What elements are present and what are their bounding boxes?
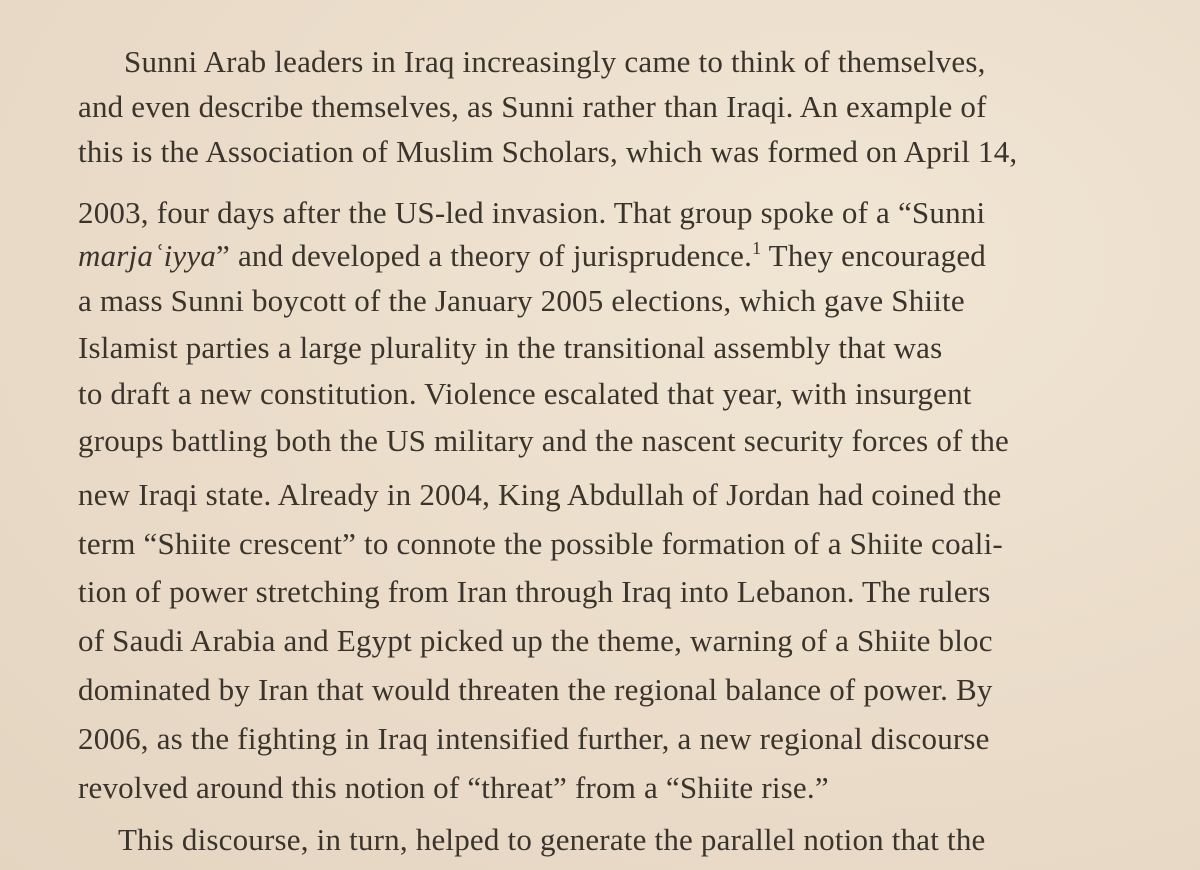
text-line-1: Sunni Arab leaders in Iraq increasingly came to think of themselves,	[124, 44, 986, 79]
text-line-5-rest: ” and developed a theory of jurisprudence.	[216, 238, 753, 273]
text-line-11: term “Shiite crescent” to connote the possible formation of a Shiite coali-	[78, 526, 1003, 561]
text-line-10: new Iraqi state. Already in 2004, King Abdullah of Jordan had coined the	[78, 477, 1002, 512]
text-line-14: dominated by Iran that would threaten the regional balance of power. By	[78, 672, 993, 707]
italic-term: marjaʿiyya	[78, 238, 217, 273]
text-line-8: to draft a new constitution. Violence escalated that year, with insurgent	[78, 376, 972, 411]
text-line-6: a mass Sunni boycott of the January 2005 elections, which gave Shiite	[78, 283, 965, 318]
text-line-5-tail: They encouraged	[761, 238, 986, 273]
text-line-16: revolved around this notion of “threat” from a “Shiite rise.”	[78, 770, 829, 805]
text-line-9: groups battling both the US military and the nascent security forces of the	[78, 423, 1009, 458]
text-line-5	[78, 238, 1158, 274]
text-line-7: Islamist parties a large plurality in the transitional assembly that was	[78, 330, 943, 365]
text-line-13: of Saudi Arabia and Egypt picked up the theme, warning of a Shiite bloc	[78, 623, 993, 658]
footnote-marker: 1	[752, 238, 762, 258]
text-line-12: tion of power stretching from Iran through Iraq into Lebanon. The rulers	[78, 574, 991, 609]
text-line-4: 2003, four days after the US-led invasion. That group spoke of a “Sunni	[78, 195, 986, 230]
text-line-3: this is the Association of Muslim Scholars, which was formed on April 14,	[78, 134, 1018, 169]
text-line-2: and even describe themselves, as Sunni rather than Iraqi. An example of	[78, 89, 987, 124]
text-line-15: 2006, as the fighting in Iraq intensified further, a new regional discourse	[78, 721, 990, 756]
text-line-17: This discourse, in turn, helped to generate the parallel notion that the	[118, 822, 986, 857]
